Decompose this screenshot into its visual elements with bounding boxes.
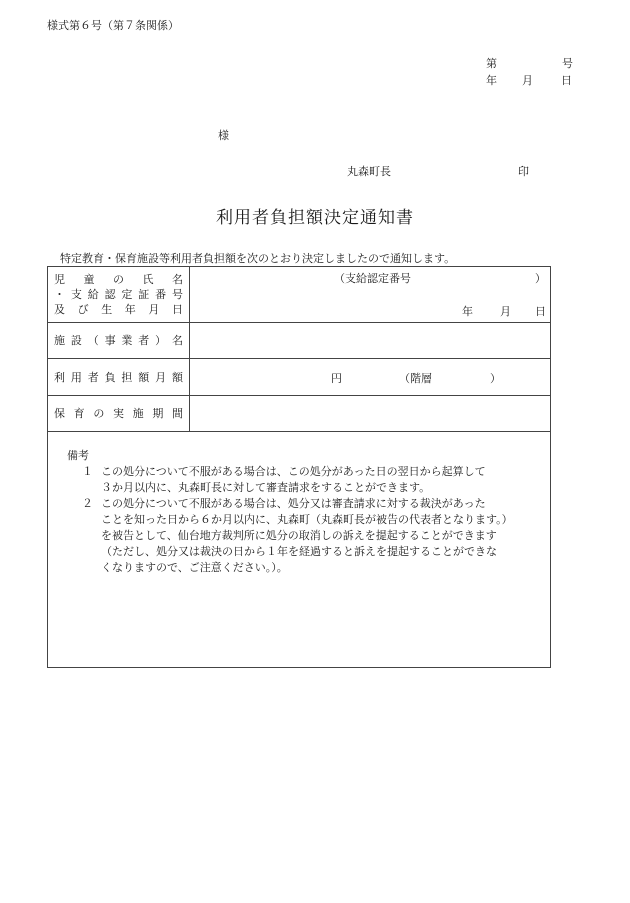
document-number-suffix: 号 xyxy=(562,57,573,70)
intro-text: 特定教育・保育施設等利用者負担額を次のとおり決定しましたので通知します。 xyxy=(60,252,456,265)
remark-item-1 xyxy=(67,464,538,496)
addressee-honorific: 様 xyxy=(218,129,229,142)
tier-open: （階層 xyxy=(399,372,432,385)
issuer-name: 丸森町長 xyxy=(347,165,391,178)
label-period: 保育の実施期間 xyxy=(54,407,183,420)
birth-month: 月 xyxy=(500,305,511,318)
value-monthly-fee[interactable] xyxy=(190,359,551,396)
label-cert-number: ・支給認定証番号 xyxy=(54,288,183,301)
remarks-cell xyxy=(48,432,551,668)
issue-date-month: 月 xyxy=(522,74,533,87)
remark-item-2 xyxy=(67,496,538,576)
label-facility: 施設（事業者）名 xyxy=(54,334,183,347)
value-child-info[interactable] xyxy=(190,267,551,323)
remark-line: を被告として、仙台地方裁判所に処分の取消しの訴えを提起することができます xyxy=(101,529,497,542)
birth-day: 日 xyxy=(535,305,546,318)
label-birthdate: 及び生年月日 xyxy=(54,303,183,316)
issue-date-year: 年 xyxy=(486,74,497,87)
remark-line: この処分について不服がある場合は、処分又は審査請求に対する裁決があった xyxy=(101,497,486,510)
yen-unit: 円 xyxy=(331,372,342,385)
label-child-name: 児童の氏名 xyxy=(54,273,183,286)
remarks-title: 備考 xyxy=(67,449,89,462)
remark-line: （ただし、処分又は裁決の日から１年を経過すると訴えを提起することができな xyxy=(101,545,497,558)
tier-close: ） xyxy=(490,372,501,385)
seal-mark: 印 xyxy=(518,165,529,178)
birth-year: 年 xyxy=(462,305,473,318)
remark-line: この処分について不服がある場合は、この処分があった日の翌日から起算して xyxy=(101,465,486,478)
remark-number: ２ xyxy=(82,497,93,510)
remark-line: くなりますので、ご注意ください。）。 xyxy=(101,561,288,574)
form-number: 様式第６号（第７条関係） xyxy=(47,19,179,32)
cert-number-open: （支給認定番号 xyxy=(334,272,411,285)
remark-number: １ xyxy=(82,465,93,478)
value-period[interactable] xyxy=(190,396,551,432)
remark-line: ことを知った日から６か月以内に、丸森町（丸森町長が被告の代表者となります。） xyxy=(101,513,513,526)
table-row-child-info xyxy=(48,267,551,323)
issue-date-day: 日 xyxy=(561,74,572,87)
table-row-period xyxy=(48,396,551,432)
notice-form-table xyxy=(47,266,551,668)
cert-number-close: ） xyxy=(535,272,546,285)
value-facility[interactable] xyxy=(190,323,551,359)
table-row-remarks xyxy=(48,432,551,668)
label-child-info xyxy=(48,267,190,323)
document-number-label: 第 xyxy=(486,57,497,70)
document-title: 利用者負担額決定通知書 xyxy=(216,208,414,228)
label-monthly-fee: 利用者負担額月額 xyxy=(54,370,183,384)
table-row-facility xyxy=(48,323,551,359)
remark-line: ３か月以内に、丸森町長に対して審査請求をすることができます。 xyxy=(101,481,431,494)
table-row-monthly-fee xyxy=(48,359,551,396)
